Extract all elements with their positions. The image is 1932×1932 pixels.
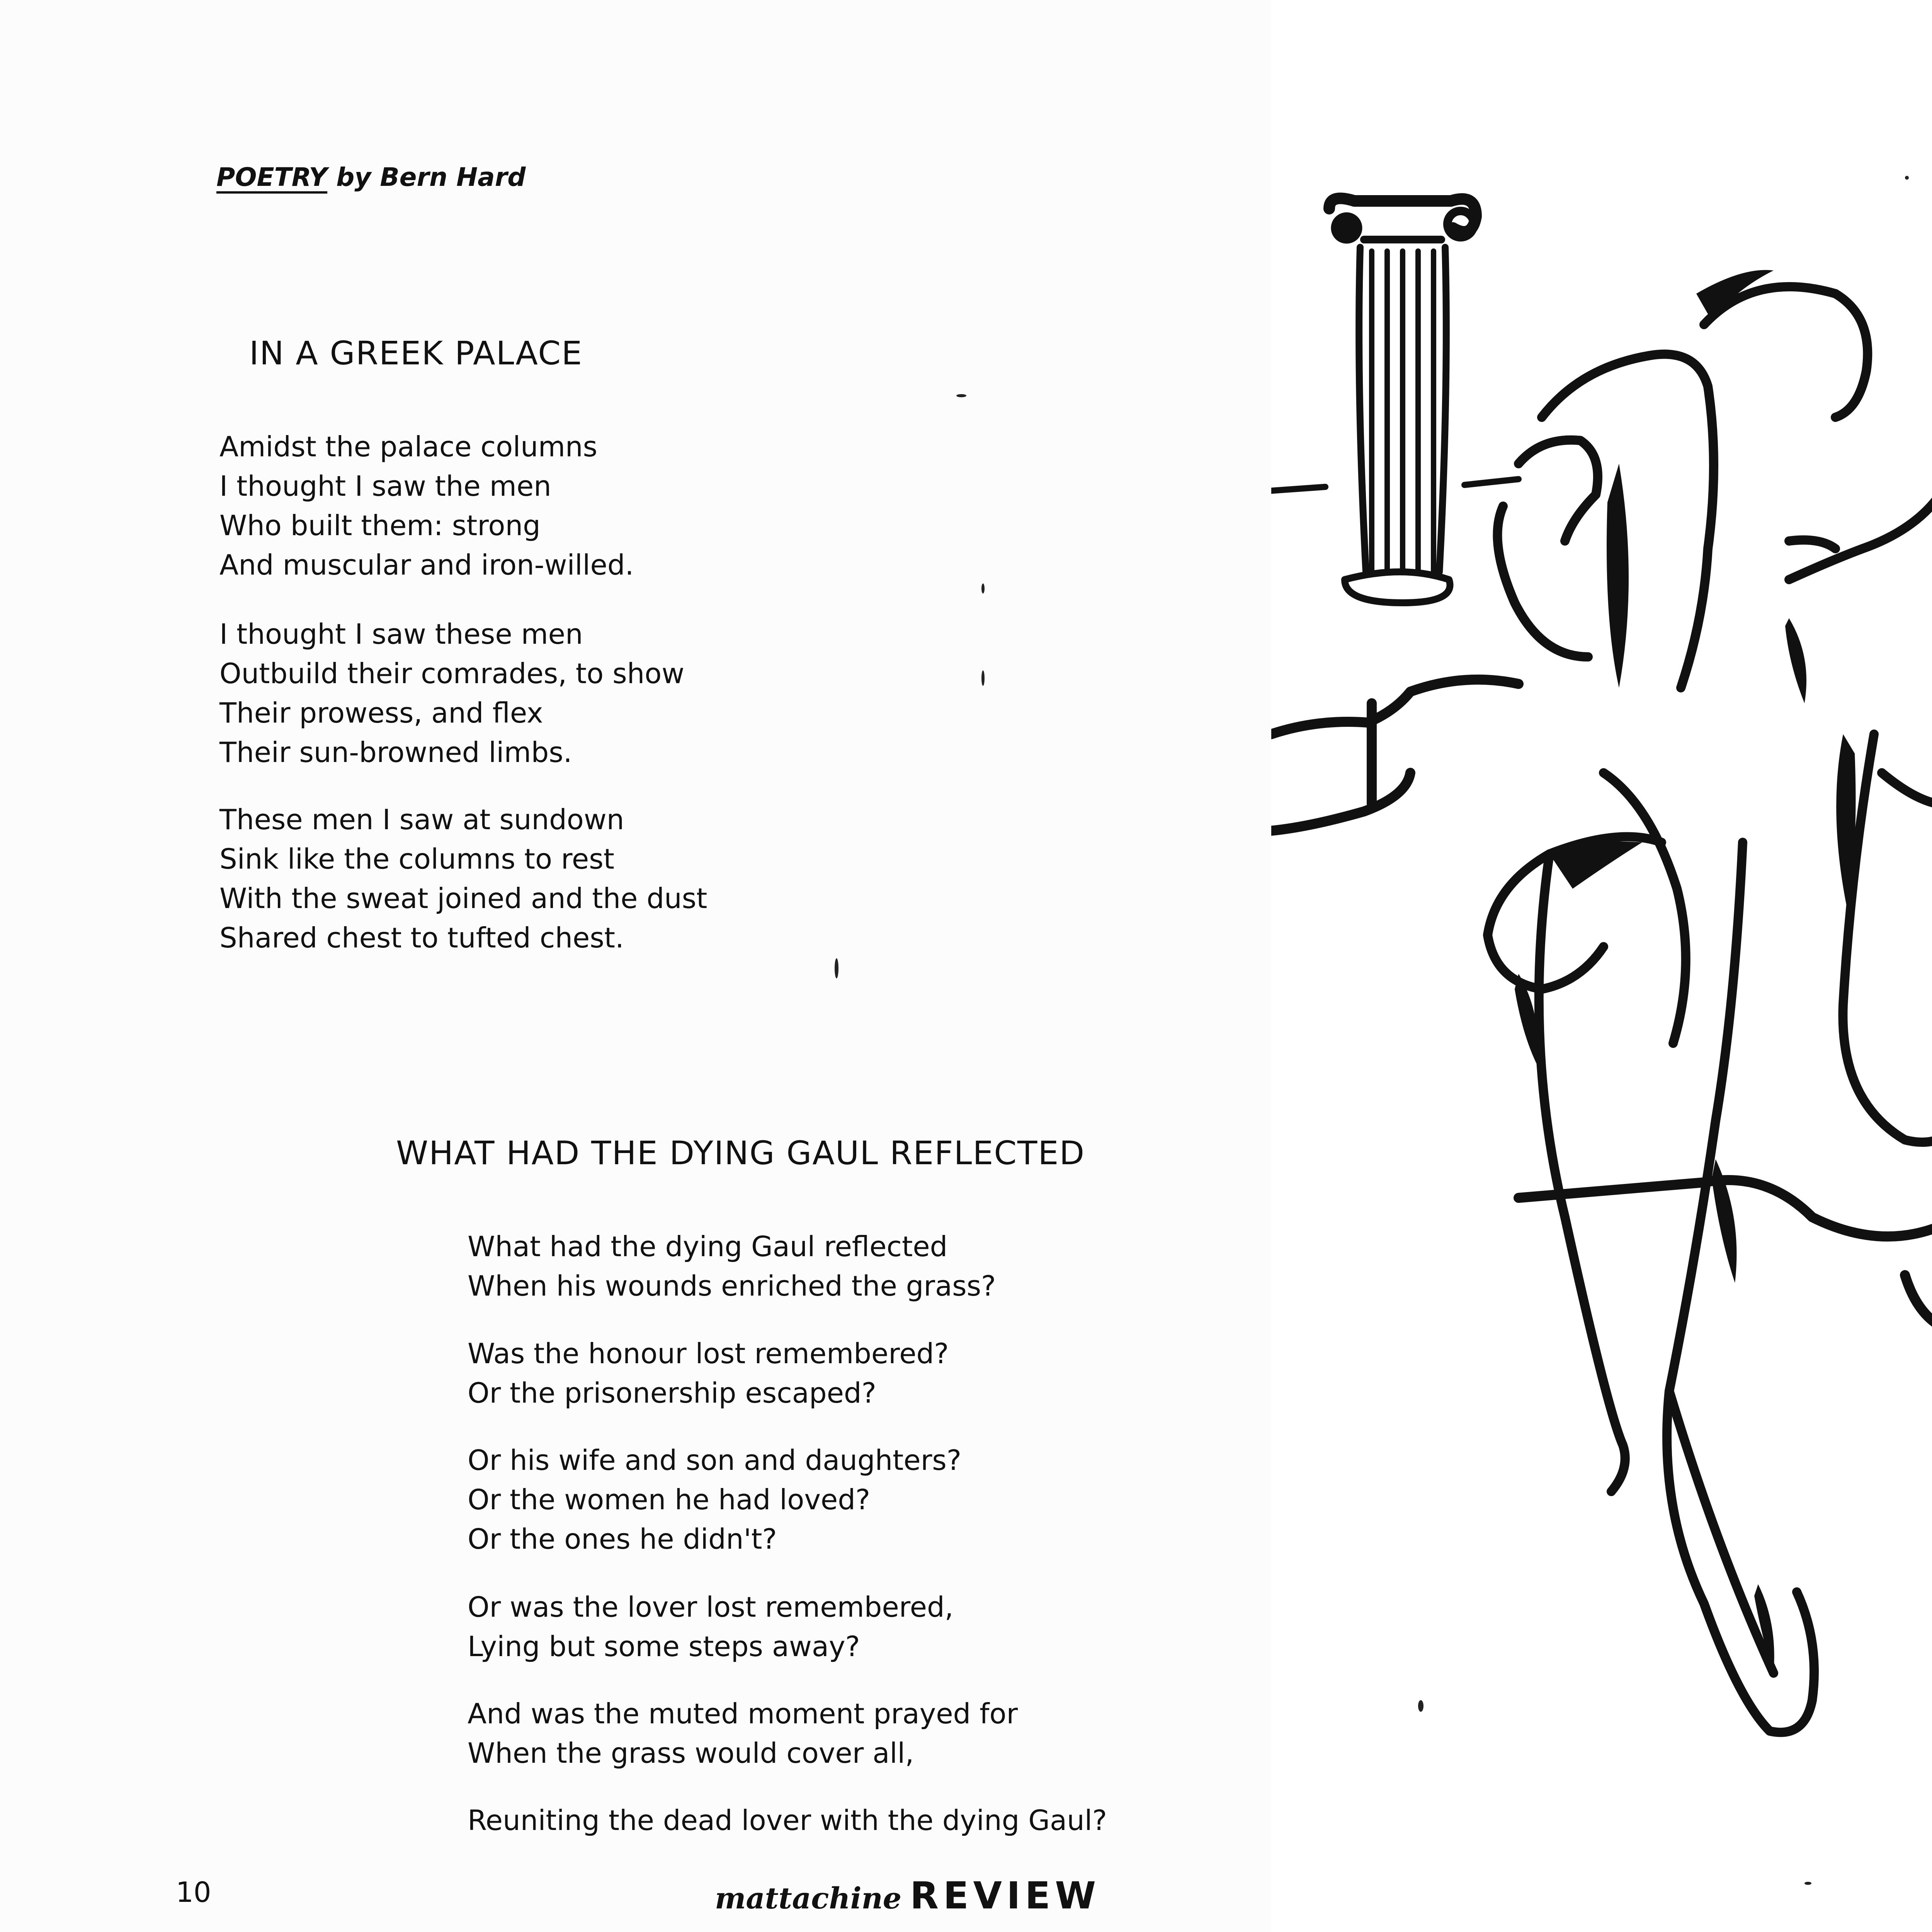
poem-1-stanza-1 (219, 427, 634, 585)
cover-sketch-illustration (1271, 0, 1932, 1932)
poem-line: Or the women he had loved? (468, 1483, 871, 1516)
print-speck (1804, 1882, 1811, 1885)
print-speck (1905, 176, 1909, 180)
print-speck (835, 958, 838, 978)
poem-2-stanza-4 (468, 1587, 954, 1666)
poem-line: Their sun-browned limbs. (219, 736, 572, 769)
poem-line: Their prowess, and flex (219, 697, 543, 729)
poem-line: Or his wife and son and daughters? (468, 1444, 962, 1476)
poem-line: I thought I saw the men (219, 470, 551, 502)
poem-line: Or the prisonership escaped? (468, 1377, 876, 1409)
poem-line: I thought I saw these men (219, 618, 583, 650)
poem-line: Outbuild their comrades, to show (219, 657, 685, 690)
wall-illustration (1271, 680, 1932, 1337)
figures-illustration (1488, 287, 1932, 1732)
print-speck (1418, 1700, 1423, 1712)
brand-bold: REVIEW (910, 1874, 1101, 1917)
poem-line: And was the muted moment prayed for (468, 1697, 1018, 1730)
poem-2-stanza-6 (468, 1801, 1107, 1840)
footer-brand (715, 1874, 1100, 1917)
poem-1-stanza-2 (219, 614, 684, 772)
poem-line: Shared chest to tufted chest. (219, 922, 624, 954)
poem-2-stanza-5 (468, 1694, 1018, 1773)
right-page (1271, 0, 1932, 1932)
page-header (216, 162, 526, 192)
poem-line: Lying but some steps away? (468, 1630, 860, 1663)
poem-line: What had the dying Gaul reflected (468, 1230, 948, 1263)
poem-2-stanza-2 (468, 1334, 949, 1413)
print-speck (981, 583, 985, 594)
poem-1-title: IN A GREEK PALACE (249, 334, 583, 372)
print-speck (981, 670, 985, 686)
column-illustration (1271, 198, 1519, 603)
poem-line: When his wounds enriched the grass? (468, 1270, 996, 1302)
section-label: POETRY (216, 162, 328, 192)
poem-2-stanza-1 (468, 1227, 996, 1306)
poem-line: These men I saw at sundown (219, 803, 624, 836)
poem-2-title: WHAT HAD THE DYING GAUL REFLECTED (396, 1134, 1085, 1172)
print-speck (956, 394, 966, 397)
poem-line: Or the ones he didn't? (468, 1523, 777, 1555)
poem-line: Was the honour lost remembered? (468, 1337, 949, 1370)
poem-line: Sink like the columns to rest (219, 843, 614, 875)
poem-line: Amidst the palace columns (219, 430, 598, 463)
poem-line: Who built them: strong (219, 509, 541, 542)
poem-line: When the grass would cover all, (468, 1737, 914, 1769)
poem-2-stanza-3 (468, 1440, 961, 1559)
poem-1-stanza-3 (219, 800, 707, 957)
poem-line: With the sweat joined and the dust (219, 882, 707, 915)
brand-italic: mattachine (715, 1881, 902, 1915)
byline: by Bern Hard (336, 162, 526, 192)
page-number-left: 10 (176, 1876, 211, 1908)
poem-line: And muscular and iron-willed. (219, 549, 634, 581)
poem-line: Or was the lover lost remembered, (468, 1591, 954, 1623)
poem-line: Reuniting the dead lover with the dying Gaul? (468, 1804, 1107, 1837)
